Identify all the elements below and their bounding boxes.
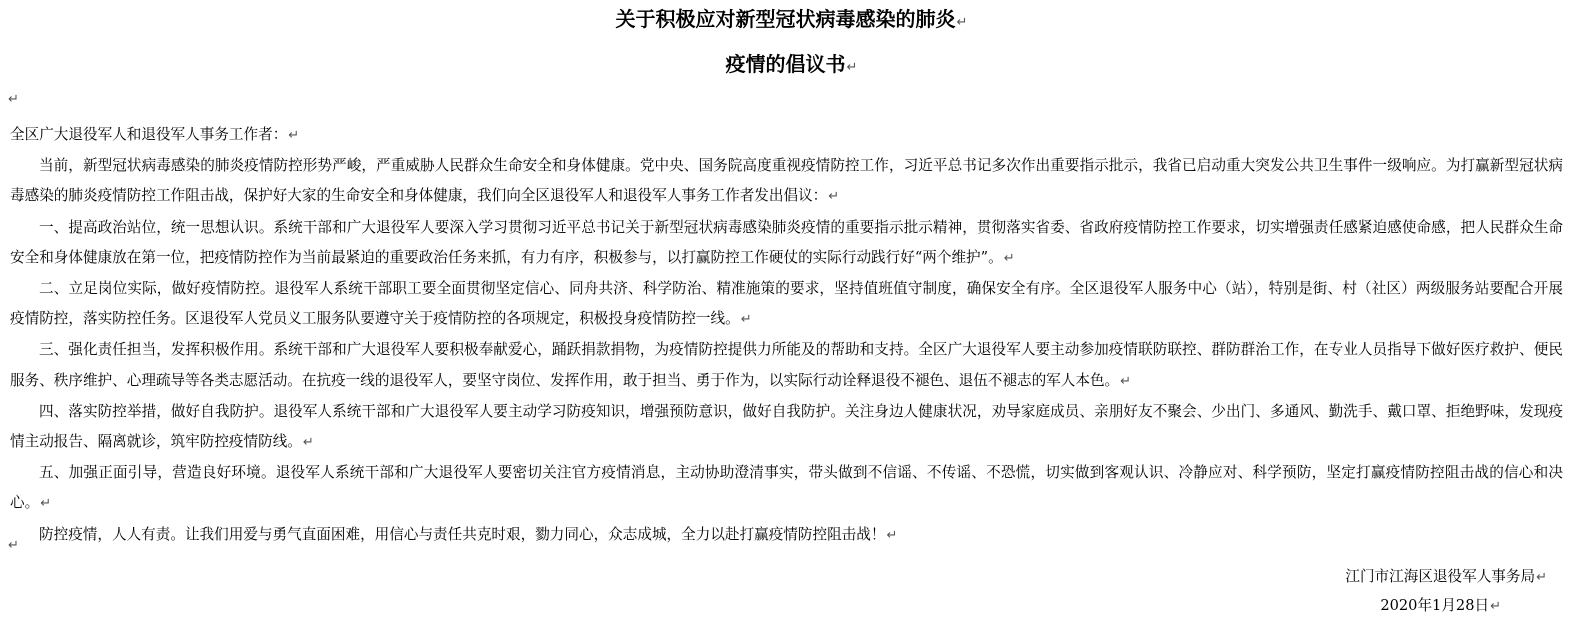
document-title-line-1 xyxy=(0,6,1583,36)
paragraph-point-1: 一、提高政治站位，统一思想认识。系统干部和广大退役军人要深入学习贯彻习近平总书记关于新型冠状病毒感染肺炎疫情的重要指示批示精神，贯彻落实省委、省政府疫情防控工作要求，切实增强责任感紧迫感使命感，把人民群众生命安全和身体健康放在第一位，把疫情防控作为当前最紧迫的重要政治任务来抓，有力有序，积极参与，以打赢防控工作硬仗的实际行动践行好“两个维护”。↵ xyxy=(10,218,1563,266)
paragraph-mark: ↵ xyxy=(828,189,840,205)
paragraph-closing: 防控疫情，人人有责。让我们用爱与勇气直面困难，用信心与责任共克时艰，勠力同心，众志成城，全力以赴打赢疫情防控阻击战！↵ xyxy=(39,525,898,543)
paragraph-point-3: 三、强化责任担当，发挥积极作用。系统干部和广大退役军人要积极奉献爱心，踊跃捐款捐物，为疫情防控提供力所能及的帮助和支持。全区广大退役军人要主动参加疫情联防联控、群防群治工作，在专业人员指导下做好医疗救护、便民服务、秩序维护、心理疏导等各类志愿活动。在抗疫一线的退役军人，要坚守岗位、发挥作用，敢于担当、勇于作为，以实际行动诠释退役不褪色、退伍不褪志的军人本色。↵ xyxy=(10,341,1563,389)
paragraph-mark: ↵ xyxy=(846,60,858,75)
empty-paragraph xyxy=(8,92,19,107)
paragraph-point-5: 五、加强正面引导，营造良好环境。退役军人系统干部和广大退役军人要密切关注官方疫情消息，主动协助澄清事实，带头做到不信谣、不传谣、不恐慌，切实做到客观认识、冷静应对、科学预防，坚定打赢疫情防控阻击战的信心和决心。↵ xyxy=(10,464,1563,512)
paragraph-mark: ↵ xyxy=(956,15,968,30)
empty-paragraph xyxy=(8,538,19,553)
paragraph-mark: ↵ xyxy=(1490,599,1501,614)
paragraph-mark: ↵ xyxy=(40,496,52,512)
paragraph-point-2: 二、立足岗位实际，做好疫情防控。退役军人系统干部职工要全面贯彻坚定信心、同舟共济、科学防治、精准施策的要求，坚持值班值守制度，确保安全有序。全区退役军人服务中心（站），特别是街、村（社区）两级服务站要配合开展疫情防控，落实防控任务。区退役军人党员义工服务队要遵守关于疫情防控的各项规定，积极投身疫情防控一线。↵ xyxy=(10,280,1563,328)
signature-date: 2020年1月28日↵ xyxy=(1380,597,1501,614)
paragraph-mark: ↵ xyxy=(886,527,898,543)
paragraph-mark: ↵ xyxy=(8,92,19,107)
salutation: 全区广大退役军人和退役军人事务工作者：↵ xyxy=(10,126,300,143)
paragraph-mark: ↵ xyxy=(1536,570,1547,585)
paragraph-mark: ↵ xyxy=(302,435,314,451)
paragraph-mark: ↵ xyxy=(8,538,19,553)
document-title-line-2 xyxy=(0,51,1583,81)
paragraph-mark: ↵ xyxy=(740,312,752,328)
paragraph-mark: ↵ xyxy=(1120,373,1132,389)
title-line-1-text: 关于积极应对新型冠状病毒感染的肺炎 xyxy=(615,7,956,31)
paragraph-intro: 当前，新型冠状病毒感染的肺炎疫情防控形势严峻，严重威胁人民群众生命安全和身体健康。党中央、国务院高度重视疫情防控工作，习近平总书记多次作出重要指示批示，我省已启动重大突发公共卫生事件一级响应。为打赢新型冠状病毒感染的肺炎疫情防控工作阻击战，保护好大家的生命安全和身体健康，我们向全区退役军人和退役军人事务工作者发出倡议：↵ xyxy=(10,157,1563,205)
paragraph-mark: ↵ xyxy=(1003,250,1015,266)
signature-organization: 江门市江海区退役军人事务局↵ xyxy=(1345,568,1547,585)
title-line-2-text: 疫情的倡议书 xyxy=(725,52,846,76)
document-body xyxy=(10,120,1563,551)
paragraph-mark: ↵ xyxy=(288,128,300,143)
paragraph-point-4: 四、落实防控举措，做好自我防护。退役军人系统干部和广大退役军人要主动学习防疫知识，增强预防意识，做好自我防护。关注身边人健康状况，劝导家庭成员、亲朋好友不聚会、少出门、多通风、勤洗手、戴口罩、拒绝野味，发现疫情主动报告、隔离就诊，筑牢防控疫情防线。↵ xyxy=(10,402,1563,451)
